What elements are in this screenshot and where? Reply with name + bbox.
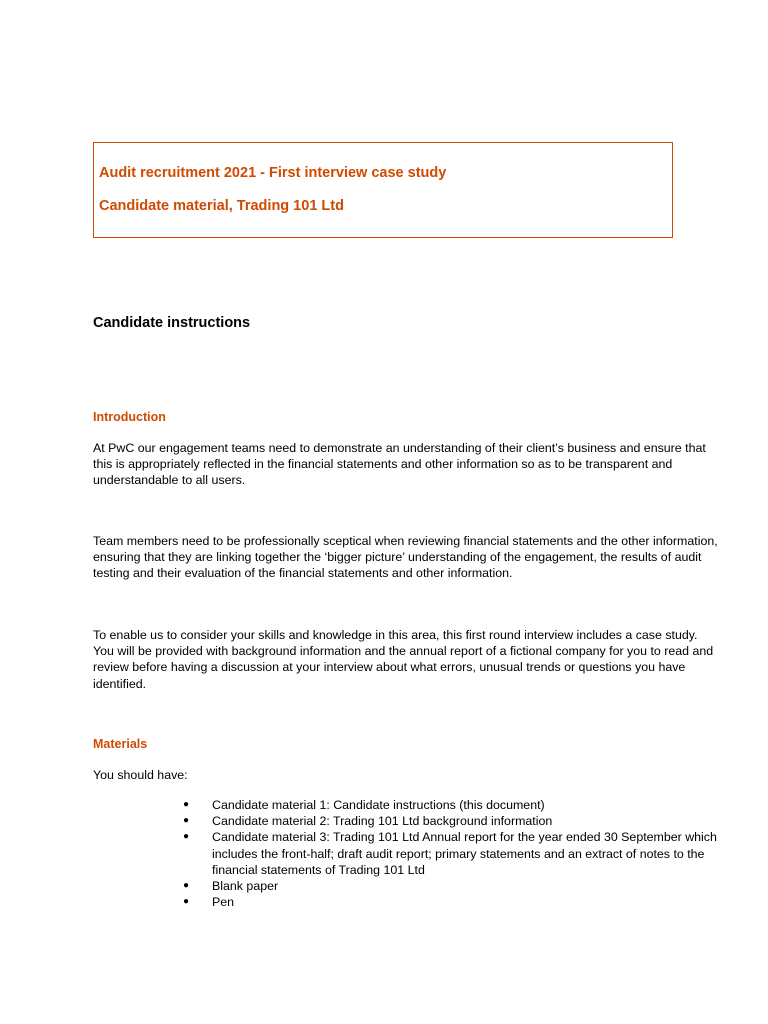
materials-heading: Materials — [93, 737, 148, 751]
list-item — [183, 797, 723, 813]
introduction-heading: Introduction — [93, 410, 166, 424]
list-item-text: Candidate material 2: Trading 101 Ltd background information — [212, 814, 553, 829]
introduction-paragraph-3: To enable us to consider your skills and knowledge in this area, this first round interview includes a case study. You will be provided with background information and the annual report of a fictional company for you to read and review before having a discussion at your interview about what errors, unusual trends or questions you have identified. — [93, 628, 714, 691]
document-subtitle: Candidate material, Trading 101 Ltd — [99, 198, 344, 214]
list-item — [183, 829, 723, 878]
document-title: Audit recruitment 2021 - First interview case study — [99, 165, 447, 181]
list-item-text: Candidate material 3: Trading 101 Ltd Annual report for the year ended 30 September which includes the front-half; draft audit report; primary statements and an extract of notes to the financial statements of Trading 101 Ltd — [212, 830, 717, 877]
bullet-icon: ● — [183, 896, 190, 908]
title-box — [93, 142, 673, 238]
introduction-paragraph-2: Team members need to be professionally sceptical when reviewing financial statements and the other information, ensuring that they are linking together the ‘bigger picture’ understanding of the engagement, the results of audit testing and their evaluation of the financial statements and other information. — [93, 534, 718, 581]
bullet-icon: ● — [183, 815, 190, 827]
materials-intro: You should have: — [93, 768, 188, 782]
list-item — [183, 894, 723, 910]
introduction-paragraph-1: At PwC our engagement teams need to demonstrate an understanding of their client’s business and ensure that this is appropriately reflected in the financial statements and other information so as to be transparent and understandable to all users. — [93, 441, 706, 488]
list-item — [183, 878, 723, 894]
page-heading: Candidate instructions — [93, 315, 251, 331]
bullet-icon: ● — [183, 799, 190, 810]
bullet-icon: ● — [183, 880, 190, 892]
list-item-text: Pen — [212, 895, 235, 910]
list-item-text: Blank paper — [212, 879, 279, 894]
list-item — [183, 813, 723, 829]
list-item-text: Candidate material 1: Candidate instructions (this document) — [212, 798, 545, 812]
bullet-icon: ● — [183, 831, 190, 843]
materials-list — [183, 797, 723, 910]
